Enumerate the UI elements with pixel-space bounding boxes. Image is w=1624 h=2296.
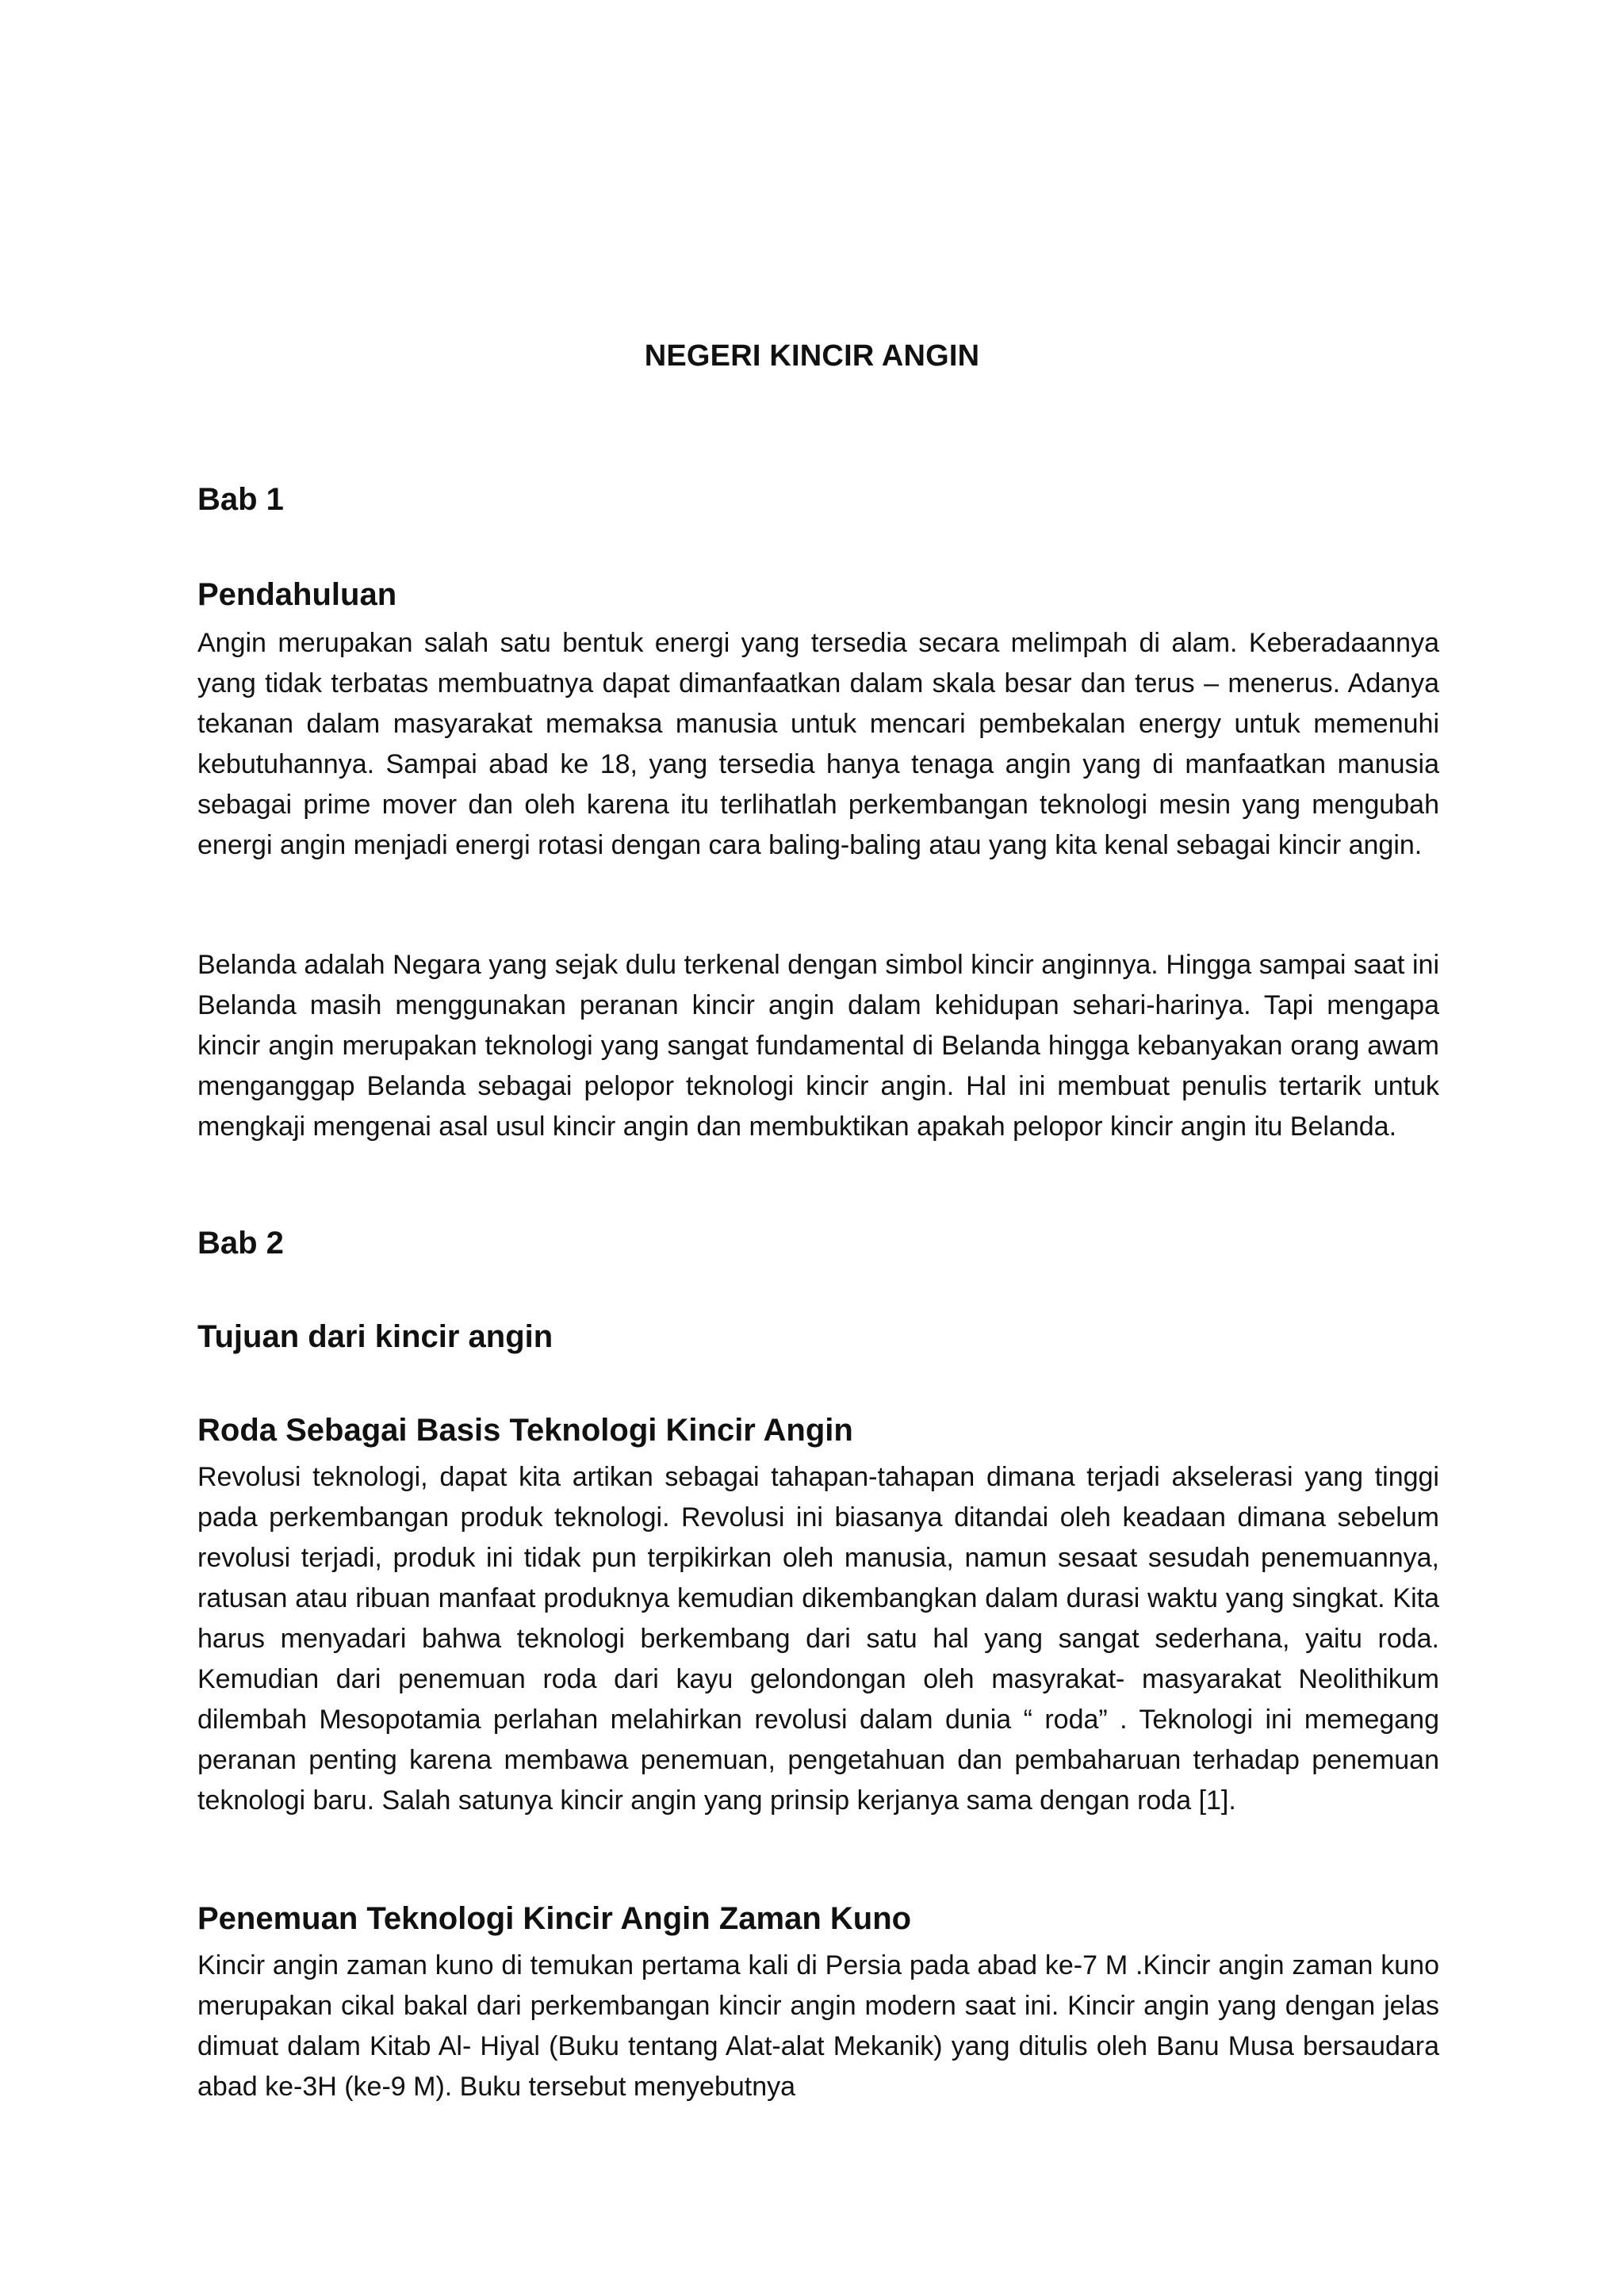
roda-paragraph: Revolusi teknologi, dapat kita artikan sebagai tahapan-tahapan dimana terjadi akselerasi yang tinggi pada perkembangan produk teknologi. Revolusi ini biasanya ditandai oleh keadaan dimana sebelum revolusi terjadi, produk ini tidak pun terpikirkan oleh manusia, namun sesaat sesudah penemuannya, ratusan atau ribuan manfaat produknya kemudian dikembangkan dalam durasi waktu yang singkat. Kita harus menyadari bahwa teknologi berkembang dari satu hal yang sangat sederhana, yaitu roda. Kemudian dari penemuan roda dari kayu gelondongan oleh masyrakat- masyarakat Neolithikum dilembah Mesopotamia perlahan melahirkan revolusi dalam dunia “ roda” . Teknologi ini memegang peranan penting karena membawa penemuan, pengetahuan dan pembaharuan terhadap penemuan teknologi baru. Salah satunya kincir angin yang prinsip kerjanya sama dengan roda [1].	[197, 1462, 1439, 1816]
subsection-title-penemuan: Penemuan Teknologi Kincir Angin Zaman Kuno	[197, 1901, 912, 1936]
section-title-pendahuluan: Pendahuluan	[197, 577, 397, 612]
chapter-2-label: Bab 2	[197, 1226, 284, 1261]
subsection-title-roda: Roda Sebagai Basis Teknologi Kincir Angin	[197, 1413, 853, 1448]
document-title: NEGERI KINCIR ANGIN	[644, 339, 980, 373]
section-title-tujuan: Tujuan dari kincir angin	[197, 1319, 553, 1354]
chapter-1-label: Bab 1	[197, 482, 284, 517]
penemuan-paragraph: Kincir angin zaman kuno di temukan pertama kali di Persia pada abad ke-7 M .Kincir angin zaman kuno merupakan cikal bakal dari perkembangan kincir angin modern saat ini. Kincir angin yang dengan jelas dimuat dalam Kitab Al- Hiyal (Buku tentang Alat-alat Mekanik) yang ditulis oleh Banu Musa bersaudara abad ke-3H (ke-9 M). Buku tersebut menyebutnya	[197, 1950, 1439, 2102]
intro-paragraph-2: Belanda adalah Negara yang sejak dulu terkenal dengan simbol kincir anginnya. Hingga sampai saat ini Belanda masih menggunakan peranan kincir angin dalam kehidupan sehari-harinya. Tapi mengapa kincir angin merupakan teknologi yang sangat fundamental di Belanda hingga kebanyakan orang awam menganggap Belanda sebagai pelopor teknologi kincir angin. Hal ini membuat penulis tertarik untuk mengkaji mengenai asal usul kincir angin dan membuktikan apakah pelopor kincir angin itu Belanda.	[197, 950, 1439, 1142]
intro-paragraph-1: Angin merupakan salah satu bentuk energi yang tersedia secara melimpah di alam. Keberadaannya yang tidak terbatas membuatnya dapat dimanfaatkan dalam skala besar dan terus – menerus. Adanya tekanan dalam masyarakat memaksa manusia untuk mencari pembekalan energy untuk memenuhi kebutuhannya. Sampai abad ke 18, yang tersedia hanya tenaga angin yang di manfaatkan manusia sebagai prime mover dan oleh karena itu terlihatlah perkembangan teknologi mesin yang mengubah energi angin menjadi energi rotasi dengan cara baling-baling atau yang kita kenal sebagai kincir angin.	[197, 628, 1439, 860]
